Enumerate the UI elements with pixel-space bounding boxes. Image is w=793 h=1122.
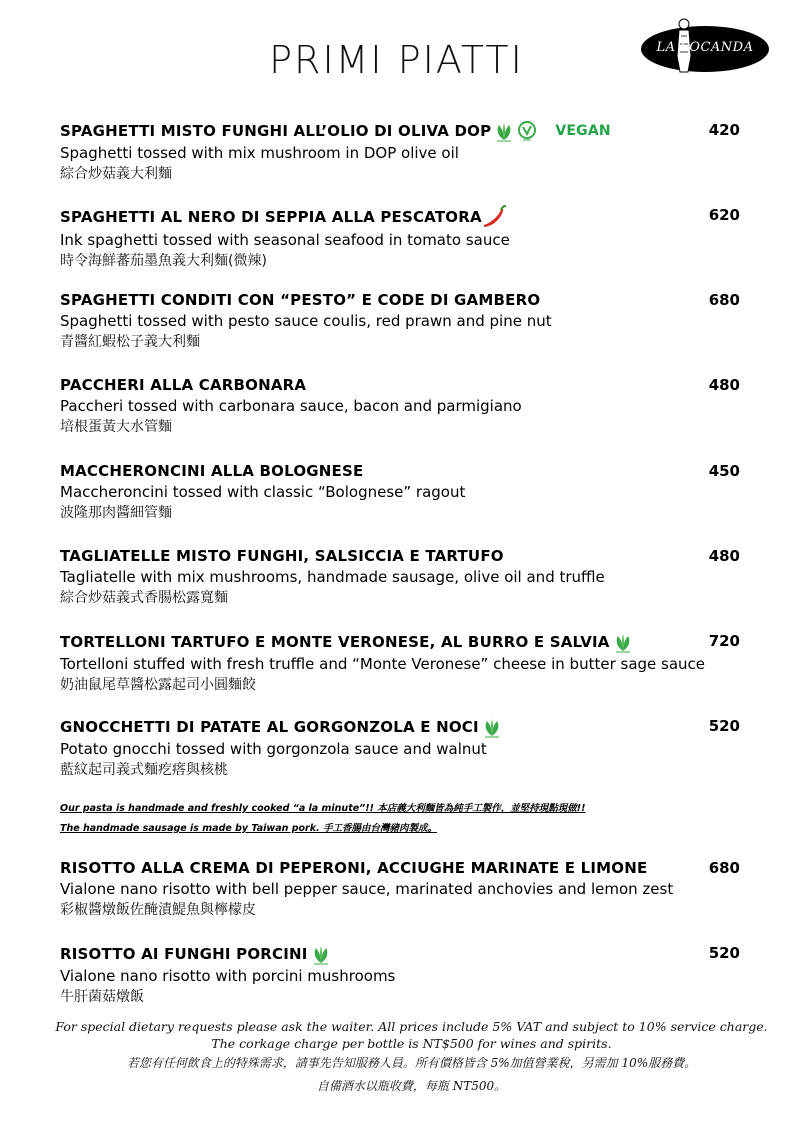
menu-item [60, 290, 750, 352]
item-chinese-name: 波隆那肉醬細管麵 [60, 505, 172, 521]
item-description: Maccheroncini tossed with classic “Bolognese” ragout [60, 483, 466, 501]
item-chinese-name: 青醬紅蝦松子義大利麵 [60, 334, 200, 350]
item-description: Ink spaghetti tossed with seasonal seafood in tomato sauce [60, 231, 510, 249]
item-name: SPAGHETTI MISTO FUNGHI ALL’OLIO DI OLIVA DOP VEGAN [60, 122, 611, 140]
menu-item [60, 546, 750, 608]
menu-item [60, 375, 750, 437]
item-description: Spaghetti tossed with mix mushroom in DOP olive oil [60, 144, 459, 162]
menu-item [60, 858, 750, 920]
chili-pepper-icon [482, 205, 508, 229]
item-price: 620 [708, 206, 740, 224]
menu-item [60, 205, 750, 271]
item-description: Vialone nano risotto with porcini mushrooms [60, 967, 396, 985]
handmade-note: Our pasta is handmade and freshly cooked “a la minute”!! 本店義大利麵皆為純手工製作，並堅持現點現做!! [60, 803, 586, 814]
sausage-note: The handmade sausage is made by Taiwan pork. 手工香腸由台灣豬肉製成。 [60, 823, 437, 834]
logo-text: LA LOCANDA [656, 40, 754, 55]
item-description: Vialone nano risotto with bell pepper sauce, marinated anchovies and lemon zest [60, 880, 674, 898]
footer-dietary-note: For special dietary requests please ask the waiter. All prices include 5% VAT and subject to 10% service charge. [55, 1019, 768, 1034]
item-price: 520 [708, 944, 740, 962]
item-price: 450 [708, 462, 740, 480]
vegetarian-leaf-icon [481, 716, 503, 738]
vegan-badge-icon [517, 121, 537, 141]
item-chinese-name: 培根蛋黃大水管麵 [60, 419, 172, 435]
menu-item [60, 120, 750, 184]
item-chinese-name: 奶油鼠尾草醬松露起司小圓麵餃 [60, 677, 256, 693]
item-price: 520 [708, 717, 740, 735]
item-name: RISOTTO ALLA CREMA DI PEPERONI, ACCIUGHE MARINATE E LIMONE [60, 859, 648, 877]
vegetarian-leaf-icon [493, 120, 515, 142]
item-description: Potato gnocchi tossed with gorgonzola sauce and walnut [60, 740, 487, 758]
restaurant-logo [641, 20, 769, 74]
item-description: Paccheri tossed with carbonara sauce, bacon and parmigiano [60, 397, 522, 415]
menu-item [60, 631, 750, 695]
item-price: 680 [708, 859, 740, 877]
item-chinese-name: 時令海鮮蕃茄墨魚義大利麵(微辣) [60, 253, 267, 269]
item-price: 480 [708, 376, 740, 394]
vegetarian-leaf-icon [612, 631, 634, 653]
item-chinese-name: 綜合炒菇義式香腸松露寬麵 [60, 590, 228, 606]
menu-item [60, 943, 750, 1007]
item-description: Tortelloni stuffed with fresh truffle and “Monte Veronese” cheese in butter sage sauce [60, 655, 706, 673]
item-chinese-name: 綜合炒菇義大利麵 [60, 166, 172, 182]
item-name: RISOTTO AI FUNGHI PORCINI [60, 943, 750, 965]
item-chinese-name: 藍紋起司義式麵疙瘩與核桃 [60, 762, 228, 778]
item-name: TAGLIATELLE MISTO FUNGHI, SALSICCIA E TARTUFO [60, 547, 504, 565]
item-name: TORTELLONI TARTUFO E MONTE VERONESE, AL BURRO E SALVIA [60, 631, 750, 653]
item-name: SPAGHETTI CONDITI CON “PESTO” E CODE DI GAMBERO [60, 291, 541, 309]
menu-item [60, 461, 750, 523]
footer-corkage-note: The corkage charge per bottle is NT$500 for wines and spirits. [211, 1036, 612, 1051]
footer-corkage-note-zh: 自備酒水以瓶收費，每瓶 NT500。 [316, 1079, 507, 1093]
vegan-label: VEGAN [555, 123, 611, 139]
item-price: 420 [708, 121, 740, 139]
item-price: 480 [708, 547, 740, 565]
item-name: PACCHERI ALLA CARBONARA [60, 376, 307, 394]
page-title: PRIMI PIATTI [269, 38, 524, 82]
item-description: Spaghetti tossed with pesto sauce coulis, red prawn and pine nut [60, 312, 552, 330]
item-name: SPAGHETTI AL NERO DI SEPPIA ALLA PESCATORA [60, 205, 750, 229]
item-chinese-name: 彩椒醬燉飯佐醃漬鯷魚與檸檬皮 [60, 902, 256, 918]
menu-item [60, 716, 750, 780]
vegetarian-leaf-icon [310, 943, 332, 965]
item-price: 720 [708, 632, 740, 650]
item-name: MACCHERONCINI ALLA BOLOGNESE [60, 462, 364, 480]
item-description: Tagliatelle with mix mushrooms, handmade sausage, olive oil and truffle [60, 568, 605, 586]
item-price: 680 [708, 291, 740, 309]
item-chinese-name: 牛肝菌菇燉飯 [60, 989, 144, 1005]
footer-dietary-note-zh: 若您有任何飲食上的特殊需求，請事先告知服務人員。所有價格皆含 5%加值營業稅，另需加 10%服務費。 [126, 1056, 697, 1070]
item-name: GNOCCHETTI DI PATATE AL GORGONZOLA E NOCI [60, 716, 750, 738]
